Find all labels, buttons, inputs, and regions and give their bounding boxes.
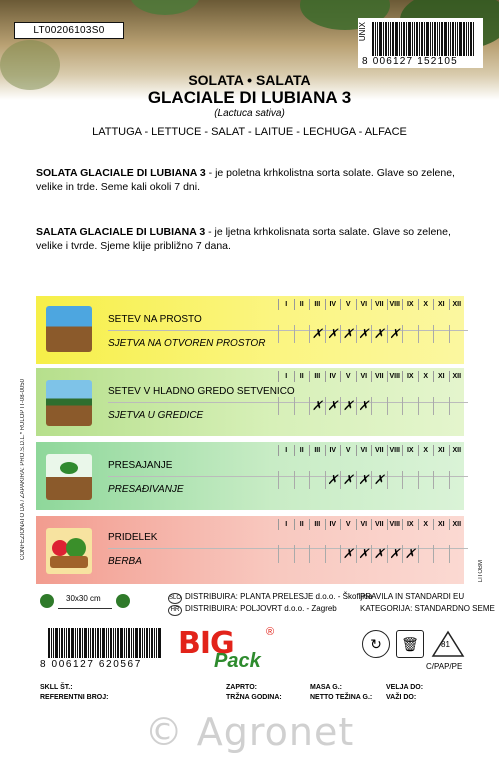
month-label: III (309, 519, 325, 530)
month-label: IX (402, 299, 418, 310)
logo-big: BIG (178, 626, 234, 661)
month-mark (402, 397, 418, 415)
month-mark (449, 545, 465, 563)
barcode-bar (51, 628, 52, 658)
row4-label-hr: BERBA (108, 556, 142, 567)
barcode-bar (144, 628, 145, 658)
barcode-bar (468, 22, 469, 56)
month-label: VIII (387, 445, 403, 456)
month-label: IX (402, 445, 418, 456)
month-mark: ✗ (402, 545, 418, 563)
field-zaprto: ZAPRTO: (226, 684, 257, 691)
field-neto: NETTO TEŽINA G.: (310, 694, 373, 701)
badge-hr: HR (168, 605, 182, 616)
month-label: XI (433, 445, 449, 456)
month-label: IX (402, 519, 418, 530)
month-mark (309, 471, 325, 489)
logo-registered: ® (266, 626, 275, 638)
barcode-bar (133, 628, 134, 658)
month-marks-row (278, 471, 464, 489)
month-mark: ✗ (356, 471, 372, 489)
recycle-number: 81 (441, 640, 450, 649)
month-mark (433, 325, 449, 343)
description-hr-text: - je ljetna krhkolisnata sorta salate. Glave so zelene, velike i tvrde. Sjeme klije približno 7 dana. (36, 226, 451, 252)
barcode-bar (419, 22, 420, 56)
month-mark: ✗ (325, 471, 341, 489)
barcode-bar (437, 22, 438, 56)
month-mark (433, 397, 449, 415)
month-label: VII (371, 299, 387, 310)
barcode-bar (61, 628, 63, 658)
month-mark (278, 397, 294, 415)
side-print-text: CONFEZIONATO DA / ZAPAKIRA: PRO.S.D.L.* RULOP IT-08-0050 (20, 379, 26, 560)
barcode-bar (90, 628, 91, 658)
vegetable-basket-icon (46, 528, 92, 574)
row2-label: SETEV V HLADNO GREDO SETVENICO (108, 386, 295, 397)
recycle-triangle-icon (431, 630, 465, 658)
field-trzna: TRŽNA GODINA: (226, 694, 282, 701)
month-label: X (418, 519, 434, 530)
field-skll: SKLL ŠT.: (40, 684, 73, 691)
month-mark (278, 471, 294, 489)
plant-icon (116, 594, 130, 608)
row1-label: SETEV NA PROSTO (108, 314, 202, 325)
spacing-label: 30x30 cm (66, 594, 101, 603)
month-mark (294, 471, 310, 489)
month-header-row (278, 299, 464, 310)
barcode-bar (470, 22, 472, 56)
barcode-bar (401, 22, 402, 56)
month-mark: ✗ (371, 325, 387, 343)
barcode-bar (379, 22, 382, 56)
barcode-bar (158, 628, 161, 658)
month-marks-row (278, 545, 464, 563)
barcode-bar (434, 22, 436, 56)
barcode-bars (48, 628, 168, 658)
month-label: IX (402, 371, 418, 382)
barcode-bar (146, 628, 148, 658)
barcode-bar (97, 628, 99, 658)
month-marks-row (278, 397, 464, 415)
field-vazi: VAŽI DO: (386, 694, 417, 701)
month-label: II (294, 299, 310, 310)
barcode-bar (444, 22, 447, 56)
barcode-bar (131, 628, 132, 658)
barcode-bar (416, 22, 418, 56)
barcode-bar (66, 628, 67, 658)
month-label: IV (325, 299, 341, 310)
month-mark (449, 397, 465, 415)
barcode-bar (64, 628, 65, 658)
barcode-bar (450, 22, 451, 56)
month-mark (418, 471, 434, 489)
language-names: LATTUGA - LETTUCE - SALAT - LAITUE - LECHUGA - ALFACE (92, 126, 407, 138)
month-label: X (418, 445, 434, 456)
month-label: I (278, 519, 294, 530)
month-label: XI (433, 519, 449, 530)
barcode-bar (455, 22, 456, 56)
barcode-bar (414, 22, 415, 56)
sowing-soil-icon (46, 306, 92, 352)
distributor-slo-text: DISTRIBUIRA: PLANTA PRELESJE d.o.o. - Škofljica (185, 592, 373, 601)
barcode-bar (439, 22, 440, 56)
barcode-bar (82, 628, 83, 658)
month-label: II (294, 519, 310, 530)
greenhouse-icon (46, 380, 92, 426)
barcode-bottom-number: 8 006127 620567 (40, 659, 142, 670)
month-mark (449, 325, 465, 343)
seed-category: KATEGORIJA: STANDARDNO SEME (360, 604, 495, 613)
barcode-bar (126, 628, 127, 658)
month-mark: ✗ (356, 325, 372, 343)
barcode-bar (383, 22, 384, 56)
month-label: V (340, 445, 356, 456)
barcode-bar (395, 22, 398, 56)
month-mark (402, 471, 418, 489)
month-mark: ✗ (325, 325, 341, 343)
barcode-bar (408, 22, 411, 56)
description-slo-text: - je poletna krhkolistna sorta solate. Glave so zelene, velike in trde. Seme kali okoli 7 dni. (36, 167, 455, 193)
barcode-bar (75, 628, 76, 658)
month-label: VIII (387, 371, 403, 382)
month-mark: ✗ (387, 325, 403, 343)
eu-rules: PRAVILA IN STANDARDI EU (360, 592, 465, 601)
month-label: IV (325, 445, 341, 456)
barcode-bar (426, 22, 429, 56)
month-mark: ✗ (340, 397, 356, 415)
month-mark (387, 397, 403, 415)
barcode-bar (79, 628, 81, 658)
barcode-bar (113, 628, 114, 658)
field-masa: MASA G.: (310, 684, 343, 691)
barcode-bar (441, 22, 443, 56)
month-label: VI (356, 445, 372, 456)
month-label: I (278, 445, 294, 456)
month-mark: ✗ (387, 545, 403, 563)
title-line2: GLACIALE DI LUBIANA 3 (147, 88, 352, 107)
month-label: IV (325, 519, 341, 530)
bigpack-logo (178, 626, 278, 672)
month-mark: ✗ (356, 545, 372, 563)
month-mark (387, 471, 403, 489)
month-label: XII (449, 445, 465, 456)
month-label: XII (449, 519, 465, 530)
barcode-bar (459, 22, 462, 56)
month-mark (294, 325, 310, 343)
logo-pack: Pack (214, 650, 261, 672)
barcode-bar (390, 22, 391, 56)
barcode-bar (421, 22, 423, 56)
month-label: XII (449, 371, 465, 382)
barcode-bar (399, 22, 400, 56)
month-label: I (278, 371, 294, 382)
barcode-bar (55, 628, 58, 658)
description-hr-title: SALATA GLACIALE DI LUBIANA 3 (36, 226, 206, 238)
barcode-bar (135, 628, 138, 658)
month-mark (278, 325, 294, 343)
distributor-hr (168, 604, 337, 616)
month-label: III (309, 445, 325, 456)
month-mark (433, 471, 449, 489)
barcode-bar (156, 628, 157, 658)
barcode-bar (452, 22, 454, 56)
latin-name: (Lactuca sativa) (214, 108, 285, 119)
barcode-bar (154, 628, 155, 658)
description-slo-title: SOLATA GLACIALE DI LUBIANA 3 (36, 167, 206, 179)
month-mark: ✗ (340, 545, 356, 563)
field-ref: REFERENTNI BROJ: (40, 694, 109, 701)
month-header-row (278, 519, 464, 530)
barcode-bar (124, 628, 125, 658)
month-mark (325, 545, 341, 563)
barcode-bar (128, 628, 130, 658)
month-label: VII (371, 519, 387, 530)
unix-label: UNIX (358, 22, 367, 42)
month-mark (309, 545, 325, 563)
row2-label-hr: SJETVA U GREDICE (108, 410, 204, 421)
barcode-bar (68, 628, 70, 658)
barcode-bar (473, 22, 474, 56)
barcode-bar (432, 22, 433, 56)
month-label: III (309, 299, 325, 310)
month-mark: ✗ (340, 471, 356, 489)
month-mark (294, 545, 310, 563)
month-mark (449, 471, 465, 489)
recycle-label: C/PAP/PE (426, 662, 463, 671)
month-mark (418, 325, 434, 343)
month-label: V (340, 371, 356, 382)
barcode-bar (377, 22, 378, 56)
green-dot-icon: ↻ (362, 630, 390, 658)
distributor-hr-text: DISTRIBUIRA: POLJOVRT d.o.o. - Zagreb (185, 604, 337, 613)
barcode-bar (375, 22, 376, 56)
month-mark: ✗ (371, 545, 387, 563)
plant-spacing (40, 592, 132, 616)
barcode-bar (59, 628, 60, 658)
barcode-bar (108, 628, 109, 658)
barcode-bar (95, 628, 96, 658)
barcode-bar (53, 628, 54, 658)
barcode-bar (457, 22, 458, 56)
barcode-bar (151, 628, 153, 658)
month-label: V (340, 519, 356, 530)
month-mark: ✗ (309, 325, 325, 343)
barcode-bar (149, 628, 150, 658)
month-header-row (278, 371, 464, 382)
month-label: XII (449, 299, 465, 310)
barcode-bar (403, 22, 405, 56)
side-print-right: LITOBM (478, 560, 484, 583)
month-header-row (278, 445, 464, 456)
barcode-bottom (40, 628, 170, 674)
field-velja: VELJA DO: (386, 684, 424, 691)
barcode-bar (463, 22, 465, 56)
month-label: VI (356, 371, 372, 382)
month-label: V (340, 299, 356, 310)
barcode-bar (102, 628, 105, 658)
barcode-bar (106, 628, 107, 658)
barcode-bar (77, 628, 78, 658)
description-hr (36, 225, 466, 253)
month-label: IV (325, 371, 341, 382)
barcode-bar (84, 628, 87, 658)
barcode-bar (448, 22, 449, 56)
trash-bin-icon: 🗑 (396, 630, 424, 658)
spacing-arrow (58, 608, 112, 609)
month-mark (433, 545, 449, 563)
month-mark: ✗ (356, 397, 372, 415)
month-label: VI (356, 299, 372, 310)
badge-slo: SLO (168, 593, 182, 604)
month-mark (294, 397, 310, 415)
row3-label-hr: PRESAĐIVANJE (108, 484, 184, 495)
barcode-bar (100, 628, 101, 658)
month-label: X (418, 371, 434, 382)
month-label: I (278, 299, 294, 310)
month-mark (402, 325, 418, 343)
month-label: VII (371, 445, 387, 456)
barcode-bar (392, 22, 394, 56)
row4-label: PRIDELEK (108, 532, 158, 543)
month-label: II (294, 445, 310, 456)
barcode-bar (110, 628, 112, 658)
barcode-bars (372, 22, 477, 56)
month-label: III (309, 371, 325, 382)
seedling-icon (46, 454, 92, 500)
month-marks-row (278, 325, 464, 343)
month-label: XI (433, 371, 449, 382)
product-code: LT00206103S0 (14, 22, 124, 39)
watermark: © Agronet (144, 710, 355, 754)
barcode-bar (120, 628, 123, 658)
month-mark: ✗ (309, 397, 325, 415)
barcode-bar (388, 22, 389, 56)
month-label: X (418, 299, 434, 310)
barcode-bar (48, 628, 50, 658)
barcode-bar (412, 22, 413, 56)
month-mark (418, 397, 434, 415)
month-label: VII (371, 371, 387, 382)
barcode-top-number: 8 006127 152105 (362, 56, 458, 67)
row3-label: PRESAJANJE (108, 460, 173, 471)
barcode-bar (385, 22, 387, 56)
barcode-bar (430, 22, 431, 56)
description-slo (36, 166, 466, 194)
month-mark (418, 545, 434, 563)
month-mark: ✗ (340, 325, 356, 343)
month-mark: ✗ (325, 397, 341, 415)
month-label: XI (433, 299, 449, 310)
month-label: VIII (387, 299, 403, 310)
month-mark (371, 397, 387, 415)
barcode-bar (117, 628, 119, 658)
month-label: VI (356, 519, 372, 530)
title-line1: SOLATA • SALATA (188, 72, 311, 88)
row1-label-hr: SJETVA NA OTVOREN PROSTOR (108, 338, 266, 349)
month-mark: ✗ (371, 471, 387, 489)
barcode-top (358, 18, 483, 68)
month-label: II (294, 371, 310, 382)
month-label: VIII (387, 519, 403, 530)
distributor-slo (168, 592, 372, 604)
barcode-bar (139, 628, 141, 658)
barcode-bar (466, 22, 467, 56)
barcode-bar (424, 22, 425, 56)
barcode-bar (88, 628, 89, 658)
barcode-bar (115, 628, 116, 658)
month-mark (278, 545, 294, 563)
barcode-bar (71, 628, 74, 658)
barcode-bar (372, 22, 374, 56)
plant-icon (40, 594, 54, 608)
barcode-bar (92, 628, 94, 658)
barcode-bar (406, 22, 407, 56)
barcode-bar (142, 628, 143, 658)
